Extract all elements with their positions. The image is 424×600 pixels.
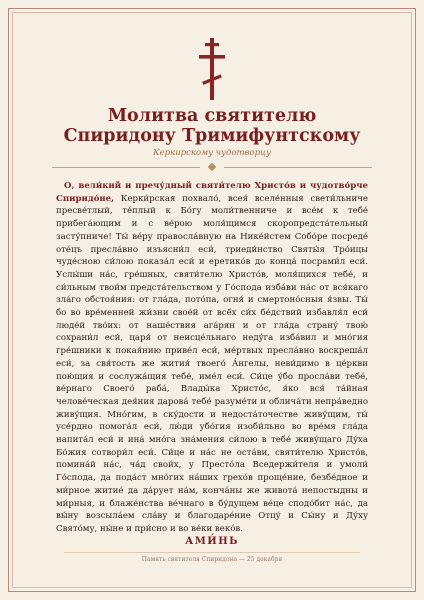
amen: АМИ́НЬ <box>185 536 239 547</box>
prayer-text <box>56 180 368 536</box>
prayer-lead: О, вели́кий и пречу́дный святи́телю Христо́в и чудотво́рче Спиридо́не, <box>56 181 368 204</box>
page-title-line-2: Спиридону Тримифунтскому <box>63 126 361 146</box>
footer-note: Память святителя Спиридона — 25 декабря <box>141 556 283 563</box>
orthodox-cross-icon <box>196 38 228 100</box>
divider-line-left <box>52 167 200 168</box>
diamond-ornament-icon <box>208 163 216 171</box>
ornamental-divider <box>52 164 372 172</box>
footer-divider <box>64 552 360 553</box>
divider-line-right <box>224 167 372 168</box>
prayer-body: Керки́рская похвало́, всея́ вселе́нныя свети́льниче пресве́тлый, те́плый к Бо́гу моли́твенниче и все́м к тебе́ прибега́ющим и с ве́рою моля́щимся скоропредста́тельный засту́пниче! Ты́ ве́ру правосла́вную на Нике́йстем Собо́ре посреде́ оте́цъ пресла́вно изъясни́л еси́, триеди́нство Святы́я Тро́ицы чуде́сною си́лою показа́л еси́ и еретико́в до конца́ посрами́л еси́. Услы́ши на́с, гре́шных, святи́телю Христо́в, моля́щихся тебе́, и си́льным твои́м предста́тельством у Го́спода изба́ви на́с от вся́каго зла́го обстоя́ния: от гла́да, пото́па, огня́ и смертоно́сныя я́звы. Ты́ бо во вре́менней жи́зни свое́й от всё́х си́х бе́дствий избавля́л еси́ люде́й тво́их: от наше́ствия ага́рян и от гла́да страну́ твою́ сохрани́л еси́, царя́ от неисце́льнаго неду́га изба́вил и мно́гия гре́шники к покая́нию приве́л еси́, ме́ртвых пресла́вно воскреша́л еси́, за свя́тость же жития́ твоего́ А́нгелы, неви́димо в це́ркви пою́щия и сослужа́щия тебе́, име́л еси́. Си́це у́бо просла́ви тебе́, ве́рнаго Своего́ раба́, Влады́ка Христо́с, я́ко вся́ та́йная челове́ческая дея́ния дарова́ тебе́ разуме́ти и облича́ти непра́ведно живу́щия. Мно́гим, в ску́дости и недоста́точестве живу́щим, ты́ усе́рдно помога́л еси́, лю́ди убо́гия изоби́льно во вре́мя гла́да напита́л еси́ и ина́ мно́га зна́мения си́лою в тебе́ живу́щаго Ду́ха Бо́жия сотвори́л еси́. Си́це и на́с не оста́ви, святи́телю Христо́в, помина́й на́с, ча́д свои́х, у Престо́ла Вседержи́теля и умоли́ Го́спода, да пода́ст мно́гих на́ших грехо́в проще́ние, безбе́дное и ми́рное житие́ да да́рует на́м, конча́ны же живота́ непостыдны и ми́рныя, и блаже́нства ве́чнаго в бу́дущем ве́це сподо́бит на́с, да вы́ну возсыла́ем сла́ву и благодаре́ние Отцу́ и Сы́ну и Ду́ху Свято́му, ны́не и при́сно и во ве́ки веко́в. <box>56 193 368 534</box>
page-title-line-1: Молитва святителю <box>107 106 317 126</box>
page-subtitle: Керкирскому чудотворцу <box>153 148 271 158</box>
